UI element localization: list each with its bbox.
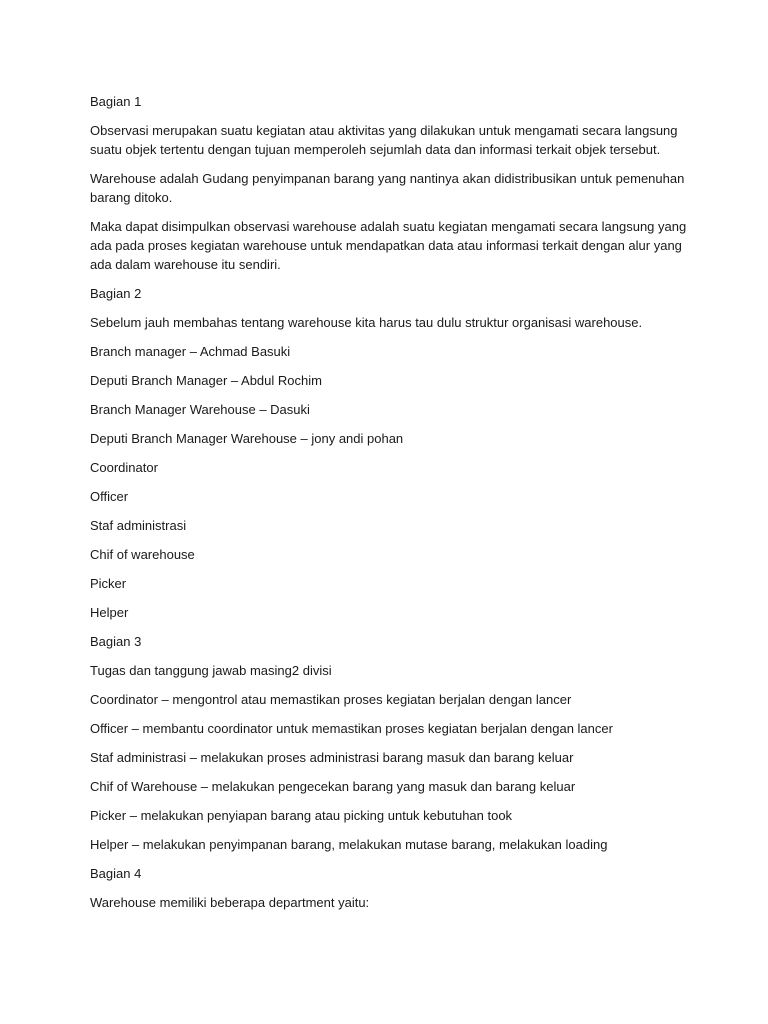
structure-item: Coordinator	[90, 460, 158, 475]
structure-item: Chif of warehouse	[90, 547, 195, 562]
duty-item: Staf administrasi – melakukan proses administrasi barang masuk dan barang keluar	[90, 750, 574, 765]
structure-item: Deputi Branch Manager – Abdul Rochim	[90, 373, 322, 388]
structure-item: Branch Manager Warehouse – Dasuki	[90, 402, 310, 417]
paragraph-line: Warehouse adalah Gudang penyimpanan barang yang nantinya akan didistribusikan untuk pemenuhan	[90, 171, 685, 186]
structure-item: Officer	[90, 489, 129, 504]
document-body	[90, 92, 690, 922]
paragraph-observasi	[90, 121, 690, 159]
paragraph-departments-intro: Warehouse memiliki beberapa department yaitu:	[90, 895, 370, 910]
duty-item: Coordinator – mengontrol atau memastikan proses kegiatan berjalan dengan lancer	[90, 692, 572, 707]
duty-item: Helper – melakukan penyimpanan barang, melakukan mutase barang, melakukan loading	[90, 837, 608, 852]
structure-item: Picker	[90, 576, 127, 591]
paragraph-duties-intro: Tugas dan tanggung jawab masing2 divisi	[90, 663, 332, 678]
structure-item: Helper	[90, 605, 129, 620]
section-heading-2: Bagian 2	[90, 286, 142, 301]
duty-item: Officer – membantu coordinator untuk memastikan proses kegiatan berjalan dengan lancer	[90, 721, 613, 736]
structure-item: Branch manager – Achmad Basuki	[90, 344, 291, 359]
paragraph-line: barang ditoko.	[90, 190, 173, 205]
paragraph-line: ada pada proses kegiatan warehouse untuk mendapatkan data atau informasi terkait dengan alur yang	[90, 238, 682, 253]
section-heading-3: Bagian 3	[90, 634, 142, 649]
paragraph-structure-intro: Sebelum jauh membahas tentang warehouse kita harus tau dulu struktur organisasi warehouse.	[90, 315, 643, 330]
paragraph-line: Maka dapat disimpulkan observasi warehouse adalah suatu kegiatan mengamati secara langsung yang	[90, 219, 687, 234]
structure-item: Deputi Branch Manager Warehouse – jony andi pohan	[90, 431, 404, 446]
paragraph-conclusion	[90, 217, 690, 274]
structure-item: Staf administrasi	[90, 518, 187, 533]
duty-item: Chif of Warehouse – melakukan pengecekan barang yang masuk dan barang keluar	[90, 779, 576, 794]
duty-item: Picker – melakukan penyiapan barang atau picking untuk kebutuhan took	[90, 808, 513, 823]
section-heading-4: Bagian 4	[90, 866, 142, 881]
paragraph-line: Observasi merupakan suatu kegiatan atau aktivitas yang dilakukan untuk mengamati secara langsung	[90, 123, 678, 138]
paragraph-line: ada dalam warehouse itu sendiri.	[90, 257, 281, 272]
paragraph-warehouse-definition	[90, 169, 690, 207]
paragraph-line: suatu objek tertentu dengan tujuan memperoleh sejumlah data dan informasi terkait objek tersebut.	[90, 142, 661, 157]
section-heading-1: Bagian 1	[90, 94, 142, 109]
